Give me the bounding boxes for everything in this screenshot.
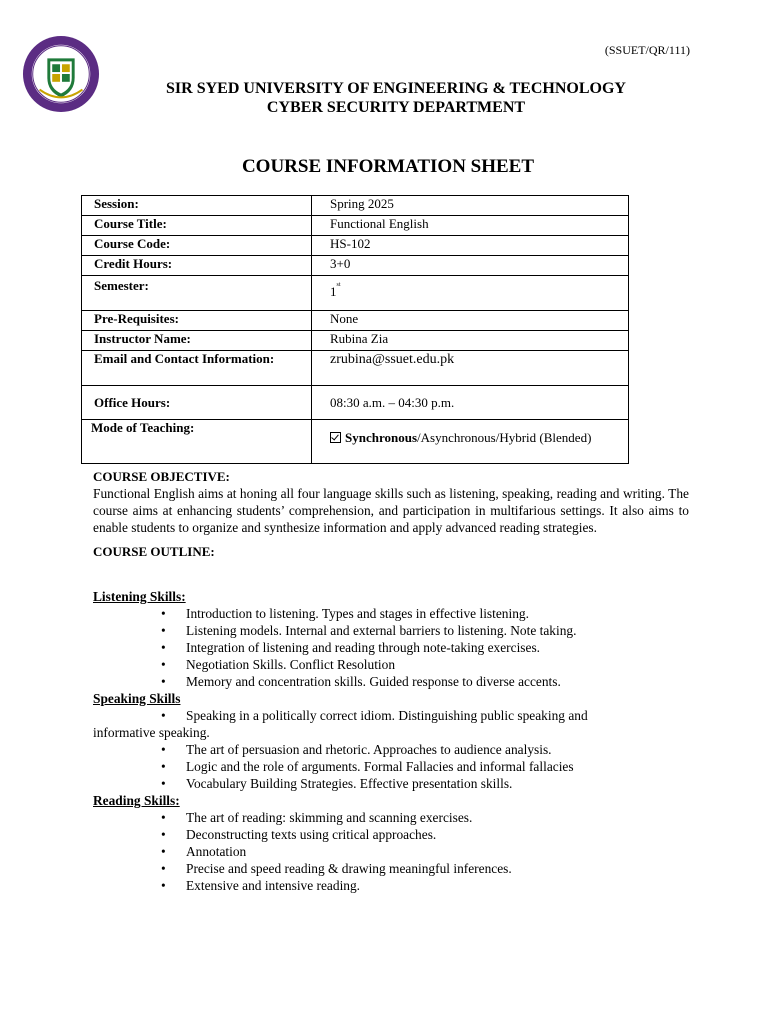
course-content	[93, 468, 689, 894]
listening-skills-heading: Listening Skills:	[93, 589, 186, 604]
table-row	[82, 331, 629, 351]
speaking-skills-heading: Speaking Skills	[93, 691, 181, 706]
list-item: • Introduction to listening. Types and stages in effective listening.	[93, 605, 689, 622]
table-row	[82, 276, 629, 311]
university-name: SIR SYED UNIVERSITY OF ENGINEERING & TECHNOLOGY	[166, 80, 626, 97]
document-code: (SSUET/QR/111)	[604, 43, 690, 57]
session-label: Session:	[82, 196, 312, 216]
department-name: CYBER SECURITY DEPARTMENT	[266, 99, 526, 116]
table-row	[82, 256, 629, 276]
objective-heading: COURSE OBJECTIVE:	[93, 469, 230, 484]
credit-hours-label: Credit Hours:	[82, 256, 312, 276]
email-value: zrubina@ssuet.edu.pk	[312, 351, 629, 386]
reading-skills-list	[93, 809, 689, 894]
list-item: • The art of persuasion and rhetoric. Approaches to audience analysis.	[93, 741, 689, 758]
outline-heading: COURSE OUTLINE:	[93, 544, 215, 559]
instructor-label: Instructor Name:	[82, 331, 312, 351]
reading-skills-heading: Reading Skills:	[93, 793, 180, 808]
list-item: • Memory and concentration skills. Guided response to diverse accents.	[93, 673, 689, 690]
list-item: • Vocabulary Building Strategies. Effective presentation skills.	[93, 775, 689, 792]
list-item: • Annotation	[93, 843, 689, 860]
sheet-title: COURSE INFORMATION SHEET	[241, 156, 535, 177]
course-info-table	[81, 195, 629, 464]
credit-hours-value: 3+0	[312, 256, 629, 276]
list-item: • Speaking in a politically correct idiom. Distinguishing public speaking and informative speaking.	[93, 707, 624, 741]
course-code-value: HS-102	[312, 236, 629, 256]
list-item: • The art of reading: skimming and scanning exercises.	[93, 809, 689, 826]
list-item: • Integration of listening and reading through note-taking exercises.	[93, 639, 689, 656]
semester-value: 1	[330, 284, 337, 299]
mode-selected: Synchronous	[345, 430, 418, 445]
course-title-label: Course Title:	[82, 216, 312, 236]
checkbox-checked-icon	[330, 432, 341, 443]
mode-cell	[312, 420, 629, 464]
table-row	[82, 196, 629, 216]
instructor-value: Rubina Zia	[312, 331, 629, 351]
list-item: • Logic and the role of arguments. Formal Fallacies and informal fallacies	[93, 758, 689, 775]
office-hours-label: Office Hours:	[82, 386, 312, 420]
course-code-label: Course Code:	[82, 236, 312, 256]
list-item: • Listening models. Internal and external barriers to listening. Note taking.	[93, 622, 689, 639]
prerequisites-label: Pre-Requisites:	[82, 311, 312, 331]
table-row	[82, 420, 629, 464]
list-item: • Extensive and intensive reading.	[93, 877, 689, 894]
table-row	[82, 311, 629, 331]
list-item: • Negotiation Skills. Conflict Resolution	[93, 656, 689, 673]
objective-text: Functional English aims at honing all four language skills such as listening, speaking, reading and writing. The course aims at enhancing students’ comprehension, and participation in multifarious settings. It also aims to enable students to organize and synthesize information and apply advanced reading strategies.	[93, 486, 689, 535]
semester-cell	[312, 276, 629, 311]
mode-label: Mode of Teaching:	[82, 420, 312, 464]
session-value: Spring 2025	[312, 196, 629, 216]
speaking-skills-list	[93, 707, 689, 792]
email-label: Email and Contact Information:	[82, 351, 312, 386]
table-row	[82, 236, 629, 256]
university-header	[0, 79, 768, 117]
list-item: • Precise and speed reading & drawing meaningful inferences.	[93, 860, 689, 877]
table-row	[82, 386, 629, 420]
semester-label: Semester:	[82, 276, 312, 311]
semester-suffix: st	[336, 282, 341, 288]
list-item: • Deconstructing texts using critical approaches.	[93, 826, 689, 843]
prerequisites-value: None	[312, 311, 629, 331]
mode-options: /Asynchronous/Hybrid (Blended)	[417, 430, 592, 445]
office-hours-value: 08:30 a.m. – 04:30 p.m.	[312, 386, 629, 420]
course-title-value: Functional English	[312, 216, 629, 236]
listening-skills-list	[93, 605, 689, 690]
table-row	[82, 216, 629, 236]
table-row	[82, 351, 629, 386]
